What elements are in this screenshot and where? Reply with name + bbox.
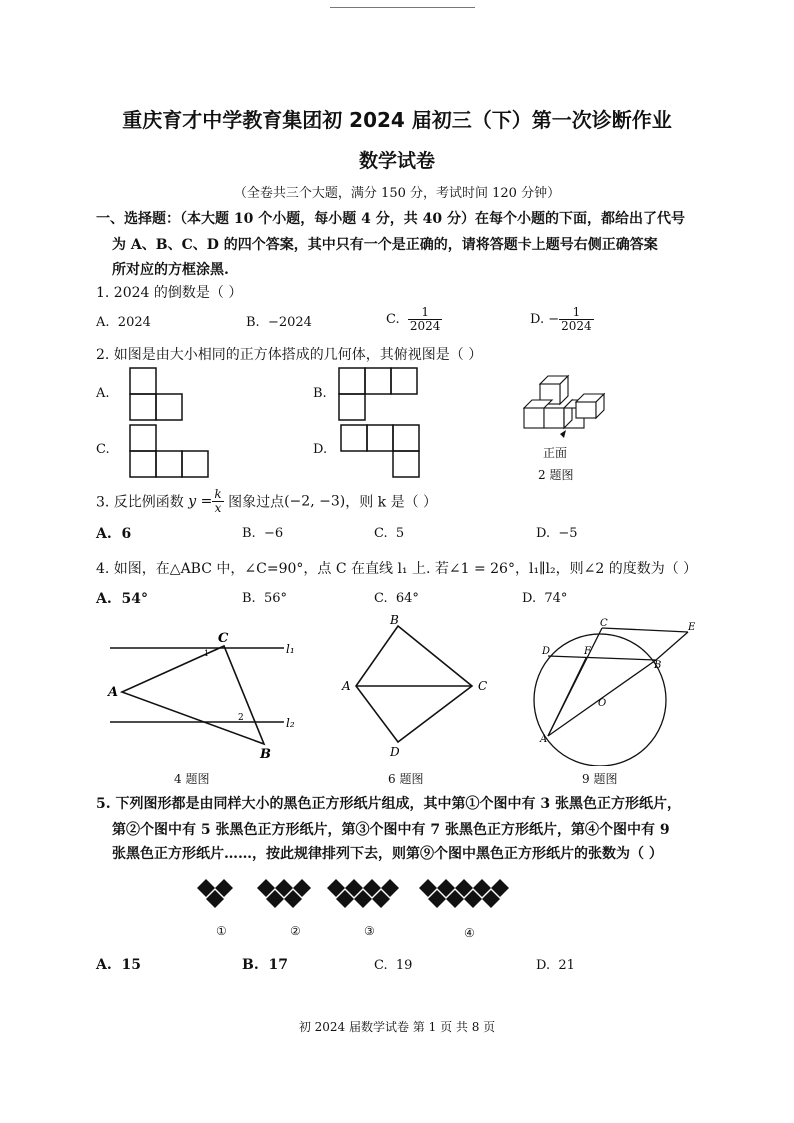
q2-d-label[interactable]: D. — [313, 442, 328, 457]
q2-option-b-figure[interactable] — [337, 366, 423, 422]
q2-b-label[interactable]: B. — [313, 386, 327, 401]
triangle-abc — [122, 646, 264, 744]
page-footer: 初 2024 届数学试卷 第 1 页 共 8 页 — [298, 1020, 496, 1034]
fig4-label-A: A — [108, 685, 119, 700]
fig4-caption: 4 题图 — [174, 772, 210, 786]
fig6-label-A: A — [342, 679, 351, 693]
q5-pattern-label-1: ① — [216, 924, 227, 938]
q3-option-a[interactable]: A. 6 — [96, 526, 132, 542]
fig4-label-l1: l₁ — [286, 642, 295, 656]
q1-a-label: A. — [96, 315, 110, 330]
q1-option-d[interactable]: D. − $\frac{1}{2024}$ — [530, 305, 592, 333]
q1-option-c[interactable] — [386, 306, 442, 333]
quadrilateral-abcd — [356, 626, 472, 742]
fig6-caption: 6 题图 — [388, 772, 424, 786]
fig9-label-D: D — [542, 646, 551, 657]
exam-title: 重庆育才中学教育集团初 2024 届初三（下）第一次诊断作业 — [122, 108, 672, 132]
fig4-label-l2: l₂ — [286, 716, 295, 730]
q1-option-b[interactable] — [246, 315, 312, 330]
fig4-label-C: C — [218, 631, 229, 646]
q1-d-fraction: $\frac{1}{2024}$ — [561, 305, 592, 333]
fig4-label-B: B — [260, 747, 271, 762]
q3-option-c[interactable]: C. 5 — [374, 526, 405, 541]
q5-option-d[interactable]: D. 21 — [536, 958, 575, 973]
q2-a-label[interactable]: A. — [96, 386, 110, 401]
q5-pattern-label-3: ③ — [364, 924, 375, 938]
q1-a-value: 2024 — [117, 315, 151, 330]
q5-pattern-label-4: ④ — [464, 926, 475, 940]
q1-d-label: D. — [530, 312, 545, 327]
fig9-label-E: E — [688, 622, 696, 633]
q4-option-c[interactable]: C. 64° — [374, 591, 419, 606]
fig9-label-F: F — [584, 646, 591, 657]
line-eb — [656, 632, 688, 660]
q1-option-a[interactable] — [96, 315, 151, 330]
q1-stem: 1. 2024 的倒数是（ ） — [96, 285, 243, 301]
q3-point: (−2, −3) — [284, 493, 346, 510]
q4-option-a[interactable]: A. 54° — [96, 591, 148, 607]
section1-line2: 为 A、B、C、D 的四个答案，其中只有一个是正确的，请将答题卡上题号右侧正确答案 — [112, 237, 658, 253]
line-af — [548, 658, 586, 736]
pattern-group-4 — [419, 879, 509, 908]
q2-front-label: 正面 — [543, 446, 568, 460]
q1-b-value: −2024 — [267, 315, 312, 330]
fig4-angle-2: 2 — [238, 713, 244, 723]
q4-stem: 4. 如图，在△ABC 中，∠C=90°，点 C 在直线 l₁ 上. 若∠1 = 26°，l₁∥l₂，则∠2 的度数为（ ） — [96, 561, 698, 577]
line-ce — [602, 628, 688, 632]
q3-k-over-x: $\frac{k}{x}$ — [214, 487, 222, 515]
section1-heading: 一、选择题：（本大题 10 个小题，每小题 4 分，共 40 分）在每个小题的下面，都给出了代号 — [96, 211, 685, 227]
fig4-angle-1: 1 — [204, 649, 210, 658]
fig9-label-O: O — [598, 698, 607, 709]
fig6-label-D: D — [390, 745, 400, 759]
q2-c-label[interactable]: C. — [96, 442, 110, 457]
q5-option-a[interactable]: A. 15 — [96, 957, 141, 973]
q5-pattern-label-2: ② — [290, 924, 301, 938]
q2-figure-caption: 2 题图 — [538, 468, 574, 482]
pattern-group-1 — [197, 879, 233, 908]
q5-option-b[interactable]: B. 17 — [242, 957, 288, 973]
q5-pattern-figures — [196, 872, 526, 922]
fig9-label-C: C — [600, 618, 608, 629]
fig4-diagram — [104, 626, 314, 766]
fig6-diagram — [336, 612, 496, 762]
q1-c-fraction: $\frac{1}{2024}$ — [409, 305, 441, 333]
fig6-label-C: C — [478, 679, 488, 693]
q5-option-c[interactable]: C. 19 — [374, 958, 413, 973]
exam-subtitle: 数学试卷 — [358, 150, 435, 172]
exam-note: （全卷共三个大题，满分 150 分，考试时间 120 分钟） — [233, 186, 561, 201]
q1-c-label: C. — [386, 312, 400, 327]
pattern-group-2 — [257, 879, 311, 908]
pattern-group-3 — [327, 879, 399, 908]
q3-option-d[interactable]: D. −5 — [536, 526, 578, 541]
q2-option-d-figure[interactable] — [339, 423, 425, 479]
q4-option-d[interactable]: D. 74° — [522, 591, 568, 606]
q2-option-c-figure[interactable] — [128, 423, 214, 479]
line-db — [548, 656, 656, 660]
q5-line2: 第②个图中有 5 张黑色正方形纸片，第③个图中有 7 张黑色正方形纸片，第④个图中有 9 — [112, 822, 670, 838]
q2-option-a-figure[interactable] — [128, 366, 188, 422]
fig9-caption: 9 题图 — [582, 772, 618, 786]
q4-option-b[interactable]: B. 56° — [242, 591, 287, 606]
top-rule — [330, 7, 475, 8]
q3-option-b[interactable]: B. −6 — [242, 526, 284, 541]
q3-stem: 3. 反比例函数 y = $\frac{k}{x}$ 图象过点(−2, −3)，则 k 是（ ） — [96, 487, 438, 515]
q5-line3: 张黑色正方形纸片……，按此规律排列下去，则第⑨个图中黑色正方形纸片的张数为（ ） — [112, 846, 663, 862]
fig9-label-B: B — [654, 660, 662, 671]
front-arrow-icon — [560, 430, 566, 438]
q3-y-eq: y = — [188, 493, 213, 510]
fig6-label-B: B — [390, 613, 399, 627]
q2-stem: 2. 如图是由大小相同的正方体搭成的几何体，其俯视图是（ ） — [96, 347, 483, 363]
fig9-diagram — [528, 616, 708, 766]
q5-line1: 5. 下列图形都是由同样大小的黑色正方形纸片组成，其中第①个图中有 3 张黑色正方形纸片， — [96, 796, 681, 812]
q1-b-label: B. — [246, 315, 260, 330]
fig9-label-A: A — [540, 734, 548, 745]
section1-line3: 所对应的方框涂黑. — [112, 262, 229, 278]
